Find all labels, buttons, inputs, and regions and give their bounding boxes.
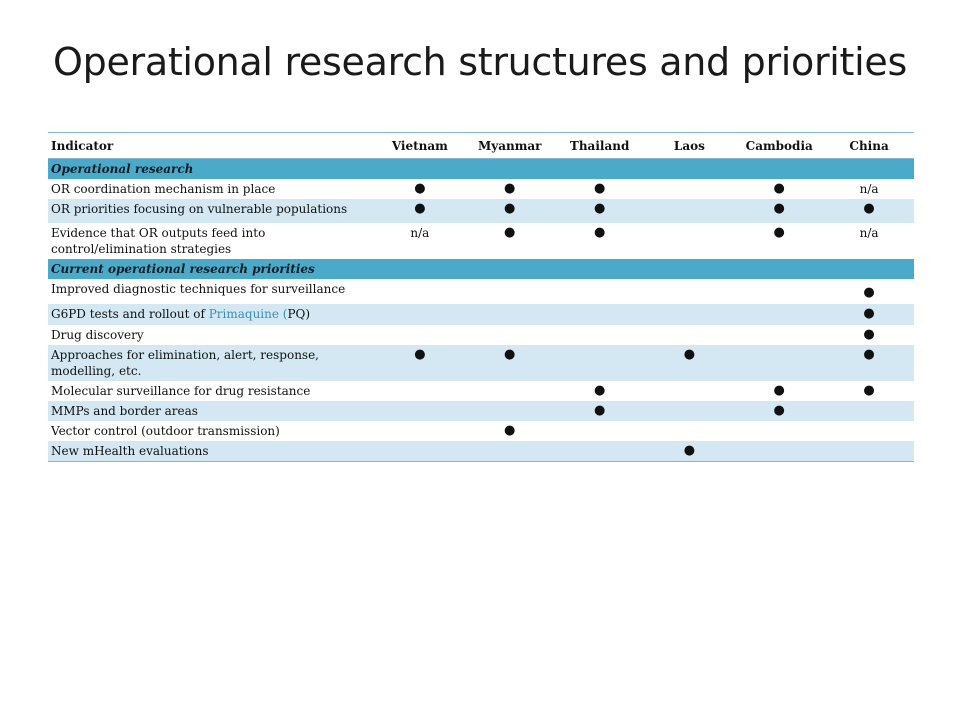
value-cell-cambodia <box>734 325 824 345</box>
value-cell-cambodia <box>734 345 824 381</box>
col-header-vietnam: Vietnam <box>375 133 465 159</box>
primaquine-link[interactable]: Primaquine ( <box>208 307 288 321</box>
value-cell-thailand <box>555 304 645 325</box>
value-cell-laos: ● <box>645 345 735 381</box>
value-cell-thailand <box>555 345 645 381</box>
value-cell-china: ● <box>824 345 914 381</box>
value-cell-myanmar: ● <box>465 199 555 223</box>
value-cell-laos <box>645 381 735 401</box>
table-row <box>48 401 914 421</box>
table-row <box>48 345 914 381</box>
value-cell-vietnam: ● <box>375 199 465 223</box>
table-row <box>48 179 914 199</box>
value-cell-cambodia <box>734 441 824 462</box>
indicator-cell: Approaches for elimination, alert, response, modelling, etc. <box>48 345 375 381</box>
value-cell-vietnam <box>375 381 465 401</box>
value-cell-vietnam <box>375 304 465 325</box>
indicator-cell <box>48 304 375 325</box>
value-cell-laos <box>645 304 735 325</box>
value-cell-vietnam <box>375 279 465 304</box>
value-cell-thailand <box>555 279 645 304</box>
value-cell-laos <box>645 401 735 421</box>
value-cell-myanmar <box>465 441 555 462</box>
value-cell-thailand <box>555 421 645 441</box>
col-header-laos: Laos <box>645 133 735 159</box>
table-row <box>48 223 914 259</box>
value-cell-vietnam <box>375 441 465 462</box>
indicator-cell: MMPs and border areas <box>48 401 375 421</box>
value-cell-cambodia <box>734 421 824 441</box>
indicator-table <box>48 132 914 462</box>
value-cell-myanmar <box>465 381 555 401</box>
value-cell-cambodia <box>734 279 824 304</box>
value-cell-thailand: ● <box>555 401 645 421</box>
value-cell-thailand <box>555 441 645 462</box>
value-cell-china <box>824 401 914 421</box>
value-cell-vietnam: ● <box>375 345 465 381</box>
value-cell-cambodia <box>734 304 824 325</box>
col-header-china: China <box>824 133 914 159</box>
value-cell-myanmar: ● <box>465 345 555 381</box>
value-cell-laos <box>645 179 735 199</box>
value-cell-china: ● <box>824 279 914 304</box>
value-cell-cambodia: ● <box>734 381 824 401</box>
section-label: Current operational research priorities <box>48 259 914 279</box>
value-cell-vietnam <box>375 325 465 345</box>
value-cell-vietnam: ● <box>375 179 465 199</box>
value-cell-laos <box>645 325 735 345</box>
value-cell-myanmar <box>465 304 555 325</box>
value-cell-laos <box>645 279 735 304</box>
table-row <box>48 325 914 345</box>
col-header-myanmar: Myanmar <box>465 133 555 159</box>
value-cell-china: n/a <box>824 179 914 199</box>
value-cell-laos <box>645 421 735 441</box>
indicator-cell: Evidence that OR outputs feed into control/elimination strategies <box>48 223 375 259</box>
value-cell-laos <box>645 223 735 259</box>
indicator-cell: New mHealth evaluations <box>48 441 375 462</box>
value-cell-china <box>824 421 914 441</box>
table-row <box>48 279 914 304</box>
table-row <box>48 304 914 325</box>
value-cell-china: n/a <box>824 223 914 259</box>
value-cell-myanmar: ● <box>465 421 555 441</box>
value-cell-laos <box>645 199 735 223</box>
value-cell-thailand: ● <box>555 179 645 199</box>
indicator-text: G6PD tests and rollout of <box>51 307 209 321</box>
indicator-cell: Drug discovery <box>48 325 375 345</box>
value-cell-myanmar <box>465 401 555 421</box>
indicator-cell: OR priorities focusing on vulnerable populations <box>48 199 375 223</box>
value-cell-laos: ● <box>645 441 735 462</box>
value-cell-china: ● <box>824 381 914 401</box>
value-cell-cambodia: ● <box>734 199 824 223</box>
indicator-cell: OR coordination mechanism in place <box>48 179 375 199</box>
col-header-cambodia: Cambodia <box>734 133 824 159</box>
indicator-cell: Molecular surveillance for drug resistance <box>48 381 375 401</box>
value-cell-myanmar <box>465 325 555 345</box>
value-cell-thailand <box>555 325 645 345</box>
value-cell-china: ● <box>824 304 914 325</box>
value-cell-thailand: ● <box>555 223 645 259</box>
value-cell-myanmar <box>465 279 555 304</box>
header-row <box>48 133 914 159</box>
value-cell-vietnam <box>375 421 465 441</box>
slide-title: Operational research structures and priorities <box>53 40 907 84</box>
table-row <box>48 199 914 223</box>
value-cell-cambodia: ● <box>734 223 824 259</box>
col-header-indicator: Indicator <box>48 133 375 159</box>
indicator-cell: Improved diagnostic techniques for surveillance <box>48 279 375 304</box>
value-cell-myanmar: ● <box>465 179 555 199</box>
value-cell-vietnam: n/a <box>375 223 465 259</box>
value-cell-china: ● <box>824 199 914 223</box>
value-cell-china <box>824 441 914 462</box>
table-row <box>48 441 914 462</box>
value-cell-myanmar: ● <box>465 223 555 259</box>
indicator-text: PQ) <box>287 307 311 321</box>
value-cell-vietnam <box>375 401 465 421</box>
indicator-cell: Vector control (outdoor transmission) <box>48 421 375 441</box>
table-row <box>48 421 914 441</box>
value-cell-thailand: ● <box>555 381 645 401</box>
section-label: Operational research <box>48 159 914 180</box>
table-row <box>48 381 914 401</box>
value-cell-thailand: ● <box>555 199 645 223</box>
section-row-operational-research <box>48 159 914 180</box>
col-header-thailand: Thailand <box>555 133 645 159</box>
value-cell-china: ● <box>824 325 914 345</box>
value-cell-cambodia: ● <box>734 179 824 199</box>
section-row-current-priorities <box>48 259 914 279</box>
value-cell-cambodia: ● <box>734 401 824 421</box>
